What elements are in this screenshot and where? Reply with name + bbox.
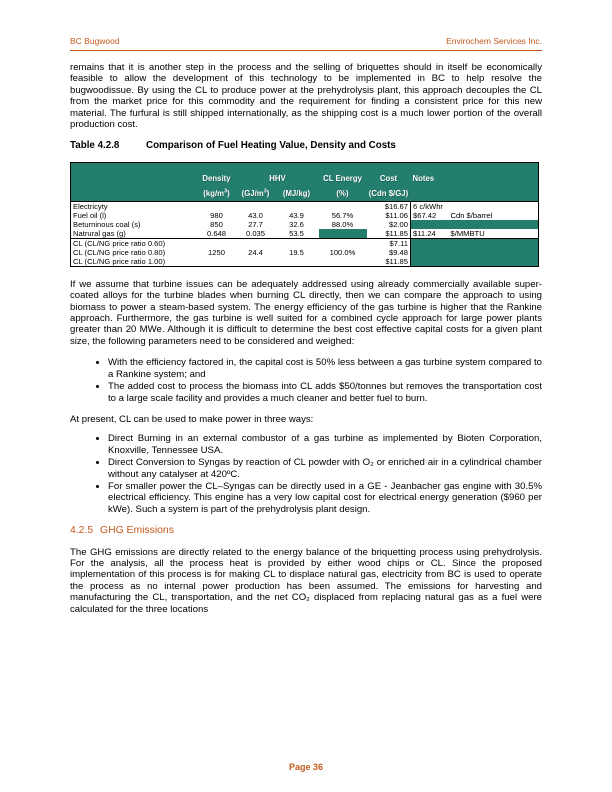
paragraph-ghg: The GHG emissions are directly related to the energy balance of the briquetting process using prehydrolysis. For the analysis, all the process heat is provided by either wood chips or CL. Since the proposed implementation of this process is for making CL to displace natural gas, electricity from BC is used to operate the process as no internal power production has been assumed. The emissions for harvesting and manufacturing the CL, transportation, and the net CO₂ displaced from replacing natural gas as a fuel were calculated for the three locations xyxy=(70,546,542,615)
paragraph-power-ways: At present, CL can be used to make power in three ways: xyxy=(70,413,314,425)
header-right: Envirochem Services Inc. xyxy=(446,36,542,46)
table-row: CL (CL/NG price ratio 0.60) 1250 24.4 19.5 100.0% $7.11 xyxy=(71,238,539,248)
header-notes: Notes xyxy=(411,171,539,186)
footer-label: Page xyxy=(288,762,311,772)
table-row: Electricyty $16.67 6 c/kWhr xyxy=(71,201,539,211)
header-left: BC Bugwood xyxy=(70,36,120,46)
page-content xyxy=(70,62,542,615)
header-hhv-mj: (MJ/kg) xyxy=(275,186,319,202)
header-hhv: HHV xyxy=(237,171,319,186)
list-item: • Direct Burning in an external combustor of a gas turbine as implemented by Bioten Corporation, Knoxville, Tennessee USA. xyxy=(108,433,542,456)
page-number: 36 xyxy=(313,762,324,772)
header-cl-energy: CL Energy xyxy=(319,171,367,186)
table-number: Table 4.2.8 xyxy=(70,140,120,152)
header-cl-energy-unit: (%) xyxy=(319,186,367,202)
table-row: Natrural gas (g) 0.648 0.035 53.5 $11.85 $11.24 $/MMBTU xyxy=(73,228,485,238)
table-title: Comparison of Fuel Heating Value, Density and Costs xyxy=(146,140,396,152)
list-item: • The added cost to process the biomass into CL adds $50/tonnes but removes the transportation cost to a large scale facility and provides a much cleaner and better fuel to burn. xyxy=(108,381,542,404)
header-density: Density xyxy=(197,171,237,186)
section-heading xyxy=(70,525,542,536)
header-hhv-gj: $(GJ/m^3)$ xyxy=(237,186,275,202)
list-item: • Direct Conversion to Syngas by reaction of CL powder with O₂ or enriched air in a cylindrical chamber without any catalyser at 420ºC. xyxy=(108,457,542,480)
paragraph-intro: remains that it is another step in the process and the selling of briquettes should in itself be economically feasible to allow the development of this technology to be implemented in BC to help resolve the bugwoodissue. By using the CL to produce power at the prehydrolysis plant, this approach decouples the CL from the market price for this commodity and the requirement for finding a consistent price for this new material. The furfural is still shipped internationally, as the shipping cost is a much lower portion of the overall production cost. xyxy=(70,62,542,131)
list-item: • For smaller power the CL–Syngas can be directly used in a GE - Jeanbacher gas engine with 30.5% electrical efficiency. This engine has a very low capital cost for electrical energy generation ($960 per kWe). Such a system is part of the prehydrolysis plant design. xyxy=(108,481,542,515)
list-item: • With the efficiency factored in, the capital cost is 50% less between a gas turbine system compared to a Rankine system; and xyxy=(108,357,542,380)
bullet-list-power-ways xyxy=(70,433,542,515)
fuel-comparison-table xyxy=(70,162,539,267)
header-rule xyxy=(70,50,542,51)
header-density-unit: $(kg/m^3)$ xyxy=(197,186,237,202)
table-caption xyxy=(70,140,542,151)
table-row: Beturninous coal (s) 850 27.7 32.6 88.0% $2.00 xyxy=(71,220,539,229)
table-header-spacer xyxy=(71,162,197,171)
paragraph-turbine: If we assume that turbine issues can be adequately addressed using already commercially available super-coated alloys for the turbine blades when burning CL directly, then we can compare the approach to using biomass to power a steam-based system. The energy efficiency of the gas turbine is higher that the Rankine approach. Furthermore, the gas turbine is well suited for a combined cycle approach for large power plants greater than 20 MWe. Although it is difficult to determine the best cost effective capital costs for a given plant size, the following parameters need to be considered and weighed: xyxy=(70,278,542,347)
table-row: Fuel oil (l) 980 43.0 43.9 56.7% $11.06 $67.42 Cdn $/barrel xyxy=(73,210,493,220)
header-cost: Cost xyxy=(367,171,411,186)
table-row: CL (CL/NG price ratio 0.80) $9.48 xyxy=(71,248,539,257)
page-header xyxy=(70,36,542,48)
section-number: 4.2.5 xyxy=(70,525,94,537)
section-title: GHG Emissions xyxy=(100,525,174,537)
bullet-list-parameters xyxy=(70,357,542,404)
header-cost-unit: (Cdn $/GJ) xyxy=(367,186,411,202)
page-footer xyxy=(0,762,612,772)
table-row: CL (CL/NG price ratio 1.00) $11.85 xyxy=(71,257,539,267)
